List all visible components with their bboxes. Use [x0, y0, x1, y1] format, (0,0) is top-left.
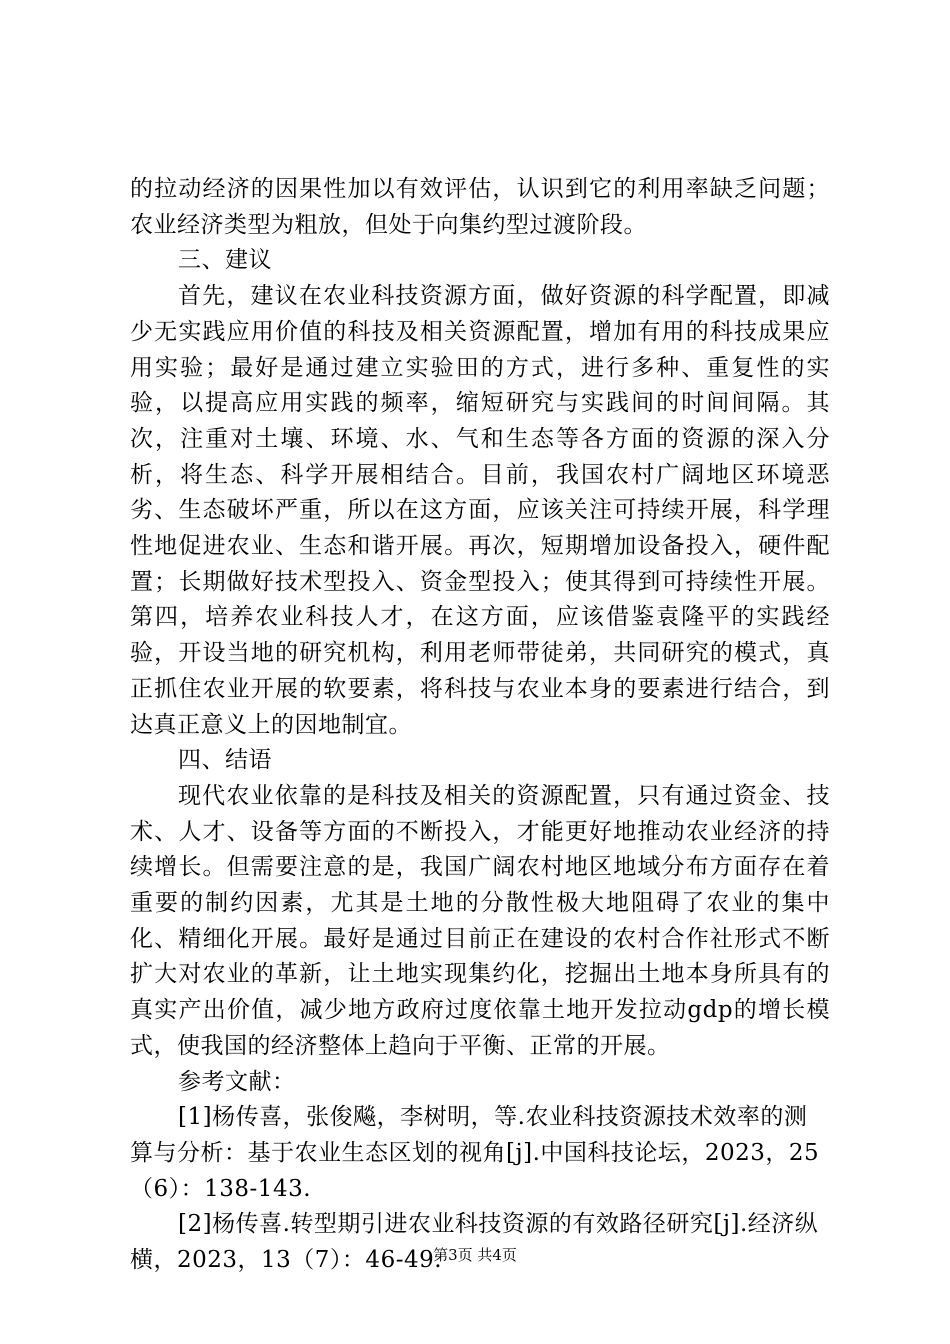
document-body [130, 172, 830, 1279]
continuation-paragraph: 的拉动经济的因果性加以有效评估，认识到它的利用率缺乏问题；农业经济类型为粗放，但处于向集约型过渡阶段。 [130, 176, 830, 238]
section-heading-suggestions: 三、建议 [178, 247, 272, 274]
conclusion-paragraph: 现代农业依靠的是科技及相关的资源配置，只有通过资金、技术、人才、设备等方面的不断投入，才能更好地推动农业经济的持续增长。但需要注意的是，我国广阔农村地区地域分布方面存在着重要的制约因素，尤其是土地的分散性极大地阻碍了农业的集中化、精细化开展。最好是通过目前正在建设的农村合作社形式不断扩大对农业的革新，让土地实现集约化，挖掘出土地本身所具有的真实产出价值，减少地方政府过度依靠土地开发拉动gdp的增长模式，使我国的经济整体上趋向于平衡、正常的开展。 [130, 782, 830, 1059]
suggestions-paragraph: 首先，建议在农业科技资源方面，做好资源的科学配置，即减少无实践应用价值的科技及相关资源配置，增加有用的科技成果应用实验；最好是通过建立实验田的方式，进行多种、重复性的实验，以提高应用实践的频率，缩短研究与实践间的时间间隔。其次，注重对土壤、环境、水、气和生态等各方面的资源的深入分析，将生态、科学开展相结合。目前，我国农村广阔地区环境恶劣、生态破坏严重，所以在这方面，应该关注可持续开展，科学理性地促进农业、生态和谐开展。再次，短期增加设备投入，硬件配置；长期做好技术型投入、资金型投入；使其得到可持续性开展。第四，培养农业科技人才，在这方面，应该借鉴袁隆平的实践经验，开设当地的研究机构，利用老师带徒弟，共同研究的模式，真正抓住农业开展的软要素，将科技与农业本身的要素进行结合，到达真正意义上的因地制宜。 [130, 283, 830, 738]
references-heading: 参考文献： [178, 1068, 296, 1095]
reference-item: [1]杨传喜，张俊飚，李树明，等.农业科技资源技术效率的测算与分析：基于农业生态区划的视角[j].中国科技论坛，2023，25（6）：138-143. [130, 1104, 820, 1202]
reference-item: [2]杨传喜.转型期引进农业科技资源的有效路径研究[j].经济纵横，2023，13（7）：46-49. [130, 1211, 819, 1274]
page-number-footer: 第3页 共4页 [433, 1246, 517, 1264]
section-heading-conclusion: 四、结语 [178, 747, 272, 774]
